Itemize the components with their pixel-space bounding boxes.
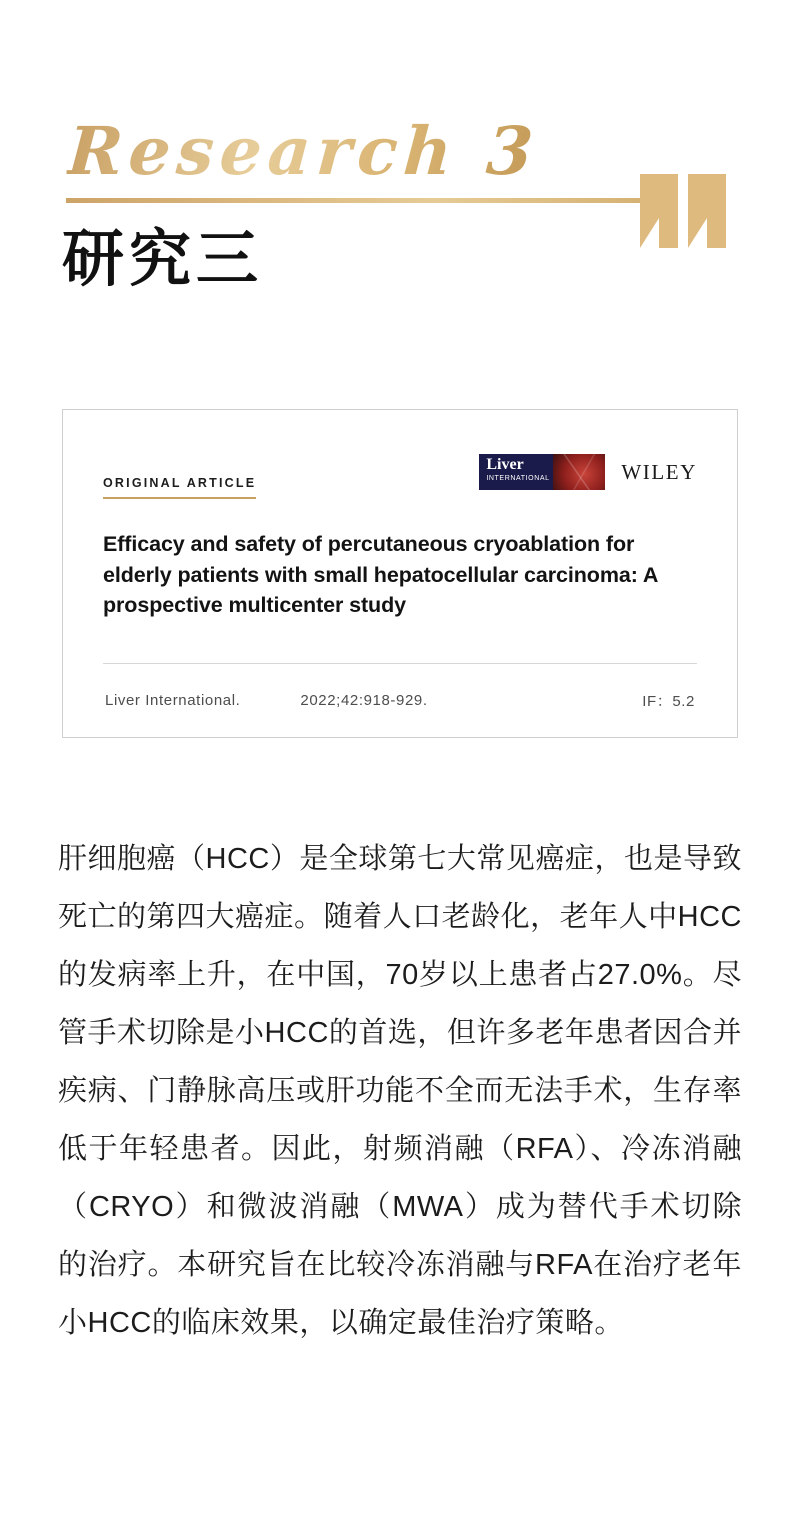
page-header [0, 0, 800, 295]
bottom-spacer [0, 1352, 800, 1432]
paper-title: Efficacy and safety of percutaneous cryoablation for elderly patients with small hepatocellular carcinoma: A prospective multicenter study [103, 532, 658, 618]
journal-branding [479, 454, 697, 490]
article-card [62, 409, 738, 738]
citation-info: 2022;42:918-929. [300, 691, 428, 709]
body-paragraph: 肝细胞癌（HCC）是全球第七大常见癌症，也是导致死亡的第四大癌症。随着人口老龄化，老年人中HCC的发病率上升，在中国，70岁以上患者占27.0%。尽管手术切除是小HCC的首选，但许多老年患者因合并疾病、门静脉高压或肝功能不全而无法手术，生存率低于年轻患者。因此，射频消融（RFA）、冷冻消融（CRYO）和微波消融（MWA）成为替代手术切除的治疗。本研究旨在比较冷冻消融与RFA在治疗老年小HCC的临床效果，以确定最佳治疗策略。 [58, 842, 742, 1339]
liver-artwork-icon [553, 454, 605, 490]
article-type-label: ORIGINAL ARTICLE [103, 476, 256, 499]
journal-logo-subtitle: INTERNATIONAL [486, 475, 550, 483]
page-title: 研究三 [62, 222, 264, 295]
quotation-mark-icon [640, 174, 736, 248]
liver-international-logo-icon [479, 454, 605, 490]
publisher-wordmark: WILEY [621, 459, 697, 484]
impact-factor: IF：5.2 [642, 692, 695, 710]
journal-logo-name: Liver [486, 456, 524, 474]
script-title: Research 3 [65, 112, 542, 190]
article-card-header [103, 454, 697, 499]
article-card-footer [103, 663, 697, 737]
gold-divider-line [66, 198, 678, 203]
gold-divider [62, 198, 740, 204]
journal-name: Liver International. [105, 691, 241, 709]
title-row [62, 222, 740, 295]
